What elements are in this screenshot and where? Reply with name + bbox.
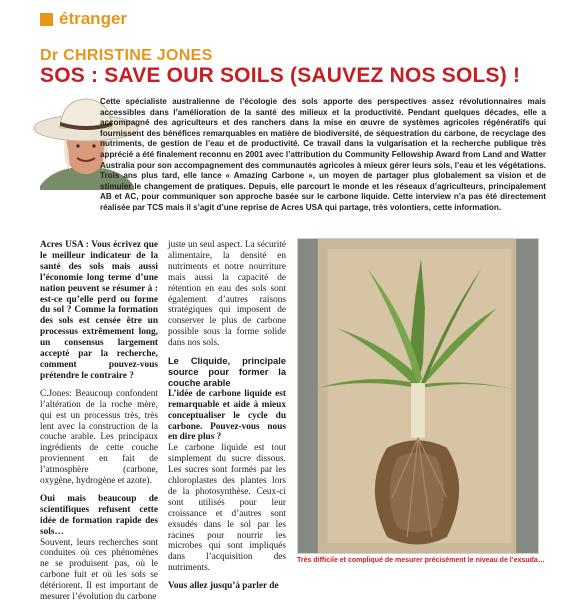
article-column-1 [40,240,158,610]
answer-2: Souvent, leurs recherches sont conduites où ces phénomènes ne se produisent pas, où le carbone fuit et où les sols se détériorent. Il est important de mesurer l’évolution du carbone [40,537,158,603]
photo-caption: Très difficile et compliqué de mesurer précisément le niveau de l’exsuda… [297,557,545,564]
question-3: L’idée de carbone liquide est remarquable et aide à mieux conceptualiser le cycle du carbone. Pouvez-vous nous en dire plus ? [168,388,286,443]
paragraph-food-security: juste un seul aspect. La sécurité alimentaire, la densité en nutriments et notre nourriture mais aussi la capacité de rétention en eau des sols sont également d’autres raisons stratégiques qui imposent de conserver le plus de carbone possible sous la forme solide dans nos sols. [168,240,286,349]
section-square-icon [40,13,53,26]
article-headline: SOS : SAVE OUR SOILS (SAUVEZ NOS SOLS) ! [40,64,521,87]
answer-1: C.Jones: Beaucoup confondent l’altération de la roche mère, qui est un processus très, très lent avec la construction de la couche arable. Les principaux ingrédients de cette couche proviennent en fait de l’atmosphère (carbone, oxygène, hydrogène et azote). [40,388,158,487]
question-2: Oui mais beaucoup de scientifiques refusent cette idée de formation rapide des sols… [40,493,158,537]
question-4: Vous allez jusqu’à parler de [168,581,279,592]
subheading-liquid-carbon: Le Cliquide, principale source pour former la couche arable [168,356,286,388]
section-tag [40,9,127,29]
article-column-2 [168,240,286,592]
author-name: Dr CHRISTINE JONES [40,47,213,64]
section-label: étranger [59,9,128,28]
answer-3: Le carbone liquide est tout simplement du sucre dissous. Les sucres sont formés par les chloroplastes des plantes lors de la photosynthèse. Ceux-ci sont utilisés pour leur croissance et d’autres sont exsudés dans le sol par les racines pour nourrir les microbes qui sont impliqués dans l’acquisition des nutriments. [168,443,286,574]
intro-paragraph: Cette spécialiste australienne de l’écologie des sols apporte des perspectives assez révolutionnaires mais accessibles dans l’amélioration de la santé des milieux et la productivité. Pendant quelques décades, elle a accompagné des agriculteurs et des ranchers dans la mise en œuvre de systèmes agricoles régénératifs qui fournissent des bénéfices remarquables en matière de biodiversité, de séquestration du carbone, de recyclage des nutriments, de gestion de l’eau et de productivité. Ce travail dans la vulgarisation et la recherche publique très apprécié a été finalement reconnu en 2001 avec l’attribution du Community Fellowship Award from Land and Watter Australia pour son accompagnement des communautés agricoles à mieux gérer leurs sols, l’eau et les végétations. Trois ans plus tard, elle lance « Amazing Carbone », un moyen de partager plus globalement sa vision et de stimuler le changement de pratiques. Depuis, elle parcourt le monde et les réseaux d’agriculteurs, principalement AB et AC, pour communiquer son approche basée sur le carbone liquide. Cette interview n’a pas été directement réalisée par TCS mais il s’agit d’une reprise de Acres USA qui partage, très volontiers, cette information. [100,97,546,212]
plant-roots-photo [297,238,539,554]
question-1: Acres USA : Vous écrivez que le meilleur indicateur de la santé des sols mais aussi l’économie long terme d’une nation peuvent se résumer à : est-ce qu’elle perd ou forme du sol ? Comme la formation des sols est censée être un processus extrêmement long, un consensus largement accepté par la recherche, comment pouvez-vous prétendre le contraire ? [40,240,158,381]
